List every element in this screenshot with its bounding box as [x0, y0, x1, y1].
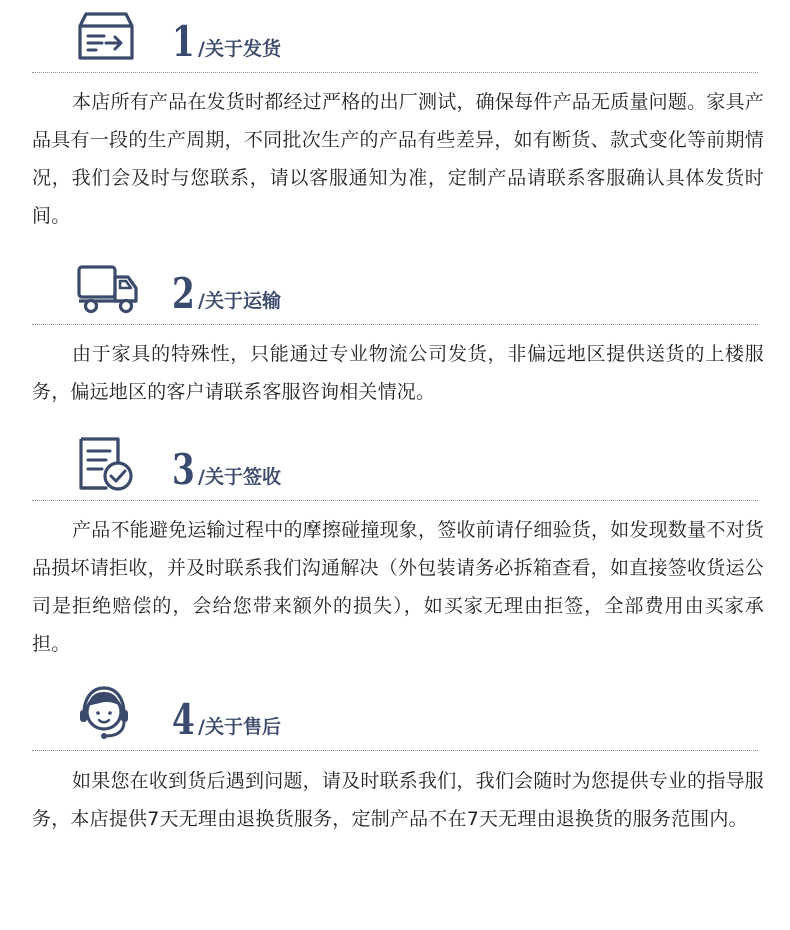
- section-number: 2: [172, 269, 195, 318]
- section-number: 1: [172, 17, 195, 66]
- section-body: [32, 335, 764, 411]
- section-title: 关于发货: [204, 38, 281, 60]
- section-title: 关于运输: [204, 290, 281, 312]
- section-text: 本店所有产品在发货时都经过严格的出厂测试，确保每件产品无质量问题。家具产品具有一段的生产周期，不同批次生产的产品有些差异，如有断货、款式变化等前期情况，我们会及时与您联系，请以客服通知为准，定制产品请联系客服确认具体发货时间。: [32, 91, 764, 227]
- section-body: [32, 762, 764, 838]
- section-text: 由于家具的特殊性，只能通过专业物流公司发货，非偏远地区提供送货的上楼服务，偏远地区的客户请联系客服咨询相关情况。: [32, 343, 764, 403]
- heading-slash: /: [198, 716, 205, 738]
- heading-slash: /: [198, 290, 205, 312]
- section-heading: [172, 269, 281, 318]
- delivery-truck-icon: [76, 264, 140, 320]
- section-title: 关于签收: [204, 466, 281, 488]
- section-text: 产品不能避免运输过程中的摩擦碰撞现象，签收前请仔细验货，如发现数量不对货品损坏请拒收，并及时联系我们沟通解决（外包装请务必拆箱查看，如直接签收货运公司是拒绝赔偿的，会给您带来额外的损失），如买家无理由拒签，全部费用由买家承担。: [32, 519, 764, 655]
- section-divider: [32, 72, 758, 73]
- section-divider: [32, 324, 758, 325]
- checked-document-icon: [76, 436, 140, 492]
- heading-slash: /: [198, 38, 205, 60]
- section-text: 如果您在收到货后遇到问题，请及时联系我们，我们会随时为您提供专业的指导服务，本店提供7天无理由退换货服务，定制产品不在7天无理由退换货的服务范围内。: [32, 770, 764, 830]
- section-heading: [172, 695, 281, 744]
- section-title: 关于售后: [204, 716, 281, 738]
- section-number: 3: [172, 445, 195, 494]
- customer-service-headset-icon: [76, 684, 140, 740]
- section-body: [32, 83, 764, 235]
- shipping-box-icon: [76, 10, 140, 66]
- section-body: [32, 511, 764, 663]
- section-heading: [172, 445, 281, 494]
- section-divider: [32, 500, 758, 501]
- section-divider: [32, 750, 758, 751]
- heading-slash: /: [198, 466, 205, 488]
- section-number: 4: [172, 695, 195, 744]
- section-heading: [172, 17, 281, 66]
